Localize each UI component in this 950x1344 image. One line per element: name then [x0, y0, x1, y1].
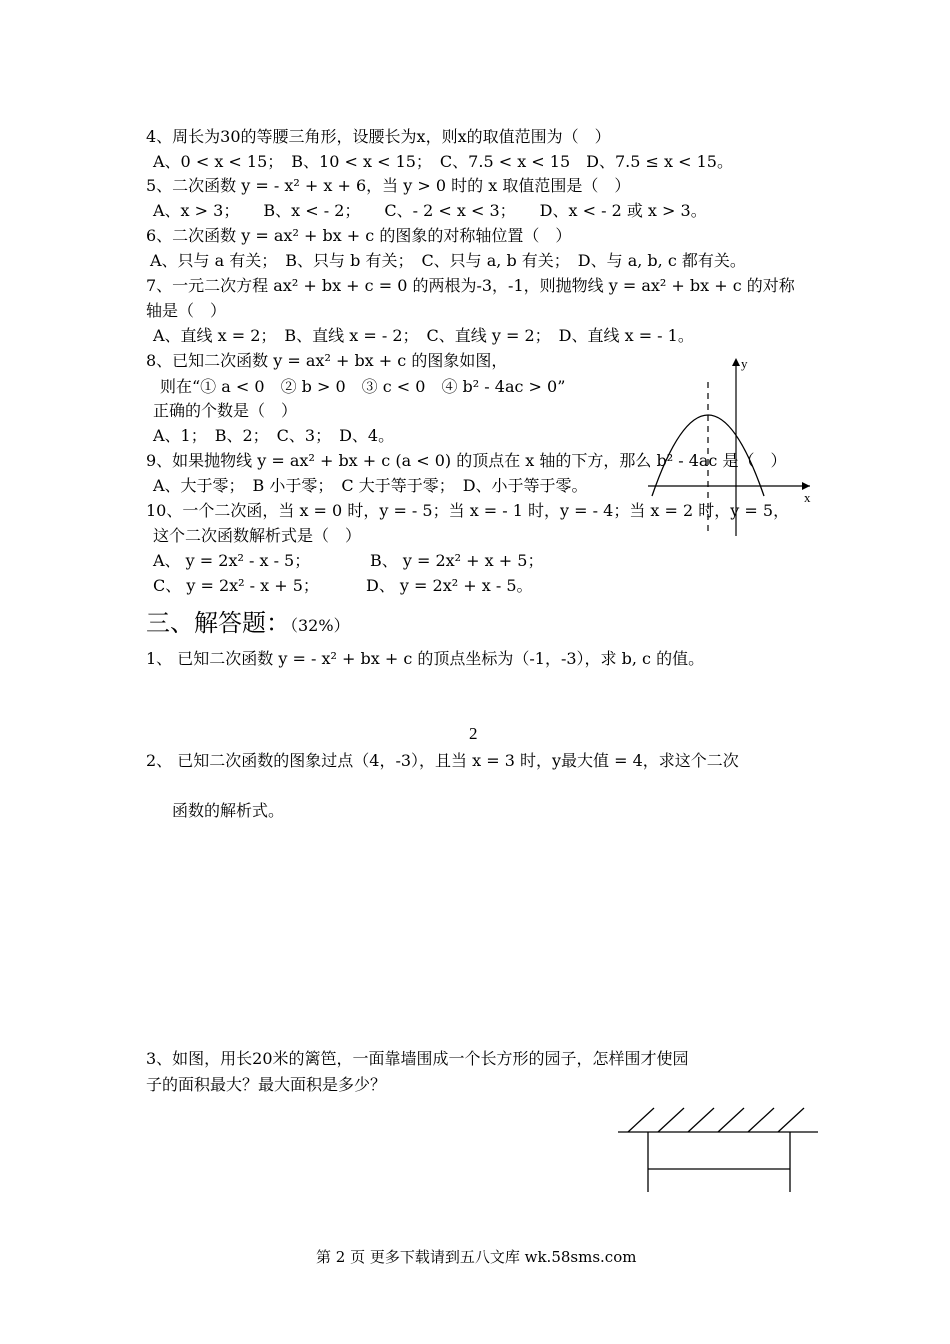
y-axis-label: y — [741, 356, 748, 371]
q10-text-line2: 这个二次函数解析式是（ ） — [153, 526, 362, 545]
page-number: 2 — [469, 724, 478, 743]
answer-q2-line1: 2、 已知二次函数的图象过点（4，-3），且当 x = 3 时，y最大值 = 4，求这个二次 — [146, 751, 739, 770]
section-3-title: 三、解答题： — [146, 609, 290, 637]
q4-text: 4、周长为30的等腰三角形，设腰长为x，则x的取值范围为（ ） — [146, 127, 611, 146]
q8-text-line3: 正确的个数是（ ） — [153, 401, 298, 420]
x-axis-label: x — [804, 490, 811, 505]
q4-options: A、0 < x < 15； B、10 < x < 15； C、7.5 < x < 15 D、7.5 ≤ x < 15。 — [153, 152, 733, 171]
q10-option-a: A、 y = 2x² - x - 5； — [153, 551, 311, 570]
q8-text-line1: 8、已知二次函数 y = ax² + bx + c 的图象如图， — [146, 351, 508, 370]
page-footer: 第 2 页 更多下载请到五八文库 wk.58sms.com — [316, 1248, 637, 1266]
garden-fence-figure — [610, 1100, 825, 1200]
wall-hatching — [628, 1108, 804, 1132]
section-3-percent: （32%） — [290, 616, 350, 635]
q9-options: A、大于零； B 小于零； C 大于等于零； D、小于等于零。 — [153, 476, 588, 495]
q5-text: 5、二次函数 y = - x² + x + 6，当 y > 0 时的 x 取值范围是（ ） — [146, 176, 631, 195]
answer-q1: 1、 已知二次函数 y = - x² + bx + c 的顶点坐标为（-1，-3），求 b, c 的值。 — [146, 649, 705, 668]
q8-options: A、1； B、2； C、3； D、4。 — [153, 426, 395, 445]
q10-option-d: D、 y = 2x² + x - 5。 — [366, 576, 533, 595]
section-3-heading — [146, 608, 350, 641]
x-axis-arrow — [802, 482, 810, 490]
q10-option-c: C、 y = 2x² - x + 5； — [153, 576, 319, 595]
answer-q3-line1: 3、如图，用长20米的篱笆，一面靠墙围成一个长方形的园子，怎样围才使园 — [146, 1049, 689, 1068]
q6-options: A、只与 a 有关； B、只与 b 有关； C、只与 a, b 有关； D、与 a, b, c 都有关。 — [150, 251, 746, 270]
q7-text-line1: 7、一元二次方程 ax² + bx + c = 0 的两根为-3，-1，则抛物线 y = ax² + bx + c 的对称 — [146, 276, 795, 295]
q10-text-line1: 10、一个二次函，当 x = 0 时，y = - 5；当 x = - 1 时，y = - 4；当 x = 2 时，y = 5， — [146, 501, 790, 520]
y-axis-arrow — [732, 358, 740, 366]
answer-q2-line2: 函数的解析式。 — [172, 801, 285, 820]
q10-option-b: B、 y = 2x² + x + 5； — [370, 551, 544, 570]
q7-options: A、直线 x = 2； B、直线 x = - 2； C、直线 y = 2； D、直线 x = - 1。 — [153, 326, 694, 345]
q5-options: A、x > 3； B、x < - 2； C、- 2 < x < 3； D、x < - 2 或 x > 3。 — [153, 201, 707, 220]
q7-text-line2: 轴是（ ） — [146, 301, 227, 320]
answer-q3-line2: 子的面积最大？最大面积是多少？ — [146, 1075, 387, 1094]
q9-text: 9、如果抛物线 y = ax² + bx + c (a < 0) 的顶点在 x 轴的下方，那么 b² - 4ac 是（ ） — [146, 451, 787, 470]
q6-text: 6、二次函数 y = ax² + bx + c 的图象的对称轴位置（ ） — [146, 226, 572, 245]
q8-text-line2: 则在“① a < 0 ② b > 0 ③ c < 0 ④ b² - 4ac > 0” — [160, 377, 566, 396]
